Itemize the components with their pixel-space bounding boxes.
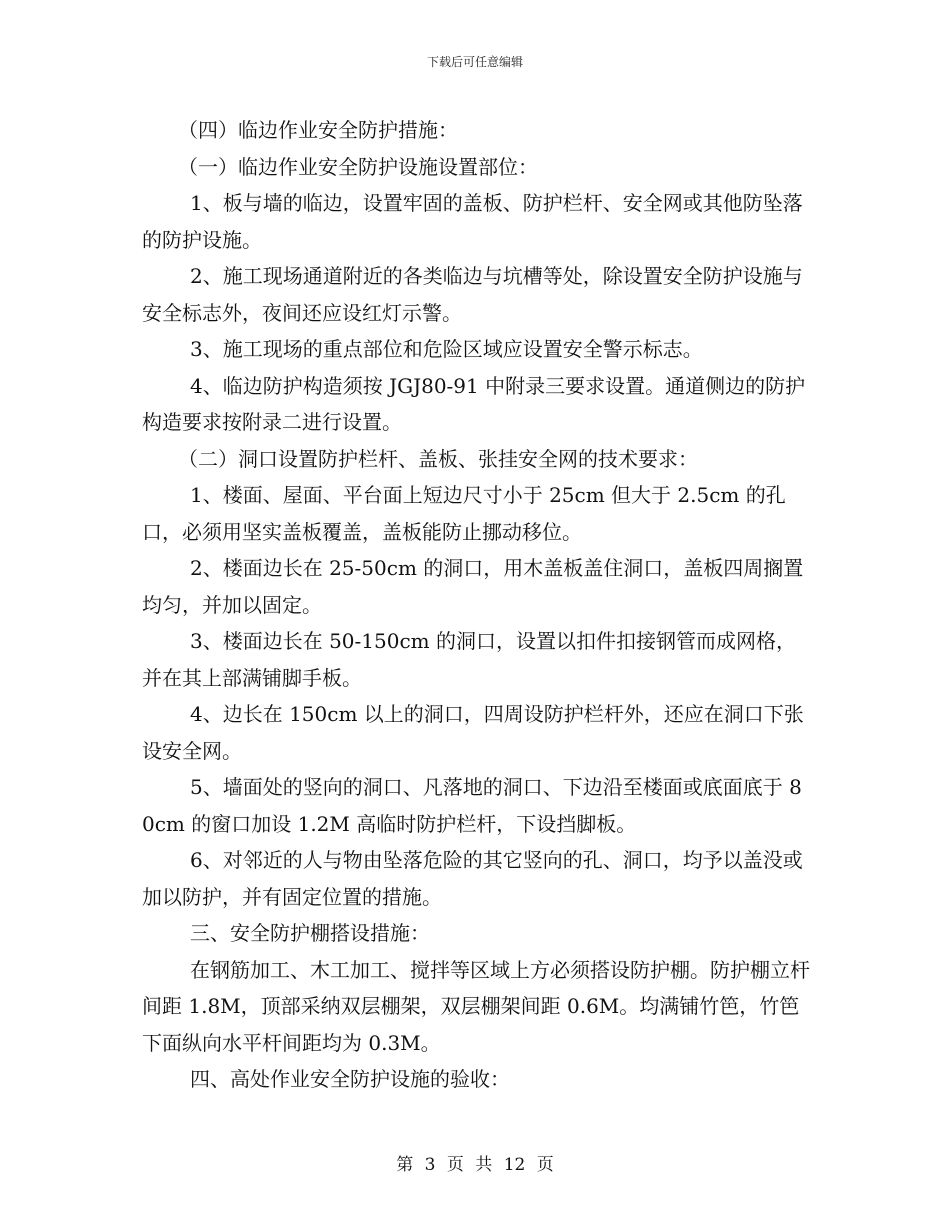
paragraph: 6、对邻近的人与物由坠落危险的其它竖向的孔、洞口，均予以盖没或加以防护，并有固定位置的措施。 bbox=[142, 848, 803, 909]
paragraph: 5、墙面处的竖向的洞口、凡落地的洞口、下边沿至楼面或底面底于 80cm 的窗口加设 1.2M 高临时防护栏杆，下设挡脚板。 bbox=[142, 775, 802, 836]
section-heading-3: 三、安全防护棚搭设措施： bbox=[190, 921, 430, 945]
paragraph: 2、施工现场通道附近的各类临边与坑槽等处，除设置安全防护设施与安全标志外，夜间还应设红灯示警。 bbox=[142, 264, 803, 325]
page-number: 第 3 页 共 12 页 bbox=[396, 1155, 554, 1175]
paragraph: 1、板与墙的临边，设置牢固的盖板、防护栏杆、安全网或其他防坠落的防护设施。 bbox=[142, 191, 803, 252]
document-body bbox=[142, 112, 814, 1098]
paragraph: 1、楼面、屋面、平台面上短边尺寸小于 25cm 但大于 2.5cm 的孔口，必须用坚实盖板覆盖，盖板能防止挪动移位。 bbox=[142, 483, 786, 544]
paragraph: 3、施工现场的重点部位和危险区域应设置安全警示标志。 bbox=[190, 337, 703, 361]
paragraph: 4、边长在 150cm 以上的洞口，四周设防护栏杆外，还应在洞口下张设安全网。 bbox=[142, 702, 804, 763]
paragraph: 2、楼面边长在 25-50cm 的洞口，用木盖板盖住洞口，盖板四周搁置均匀，并加以固定。 bbox=[142, 556, 804, 617]
section-heading-4: （四）临边作业安全防护措施： bbox=[178, 118, 458, 142]
section-heading-4b: 四、高处作业安全防护设施的验收： bbox=[190, 1067, 510, 1091]
subsection-heading-1: （一）临边作业安全防护设施设置部位： bbox=[178, 154, 538, 179]
subsection-heading-2: （二）洞口设置防护栏杆、盖板、张挂安全网的技术要求： bbox=[178, 446, 698, 471]
paragraph: 在钢筋加工、木工加工、搅拌等区域上方必须搭设防护棚。防护棚立杆间距 1.8M，顶部采纳双层棚架，双层棚架间距 0.6M。均满铺竹笆，竹笆下面纵向水平杆间距均为 0.3M。 bbox=[142, 957, 810, 1055]
page-header: 下载后可任意编辑 bbox=[426, 55, 523, 69]
paragraph: 3、楼面边长在 50-150cm 的洞口，设置以扣件扣接钢管而成网格，并在其上部满铺脚手板。 bbox=[142, 629, 796, 690]
paragraph: 4、临边防护构造须按 JGJ80-91 中附录三要求设置。通道侧边的防护构造要求按附录二进行设置。 bbox=[142, 373, 806, 434]
